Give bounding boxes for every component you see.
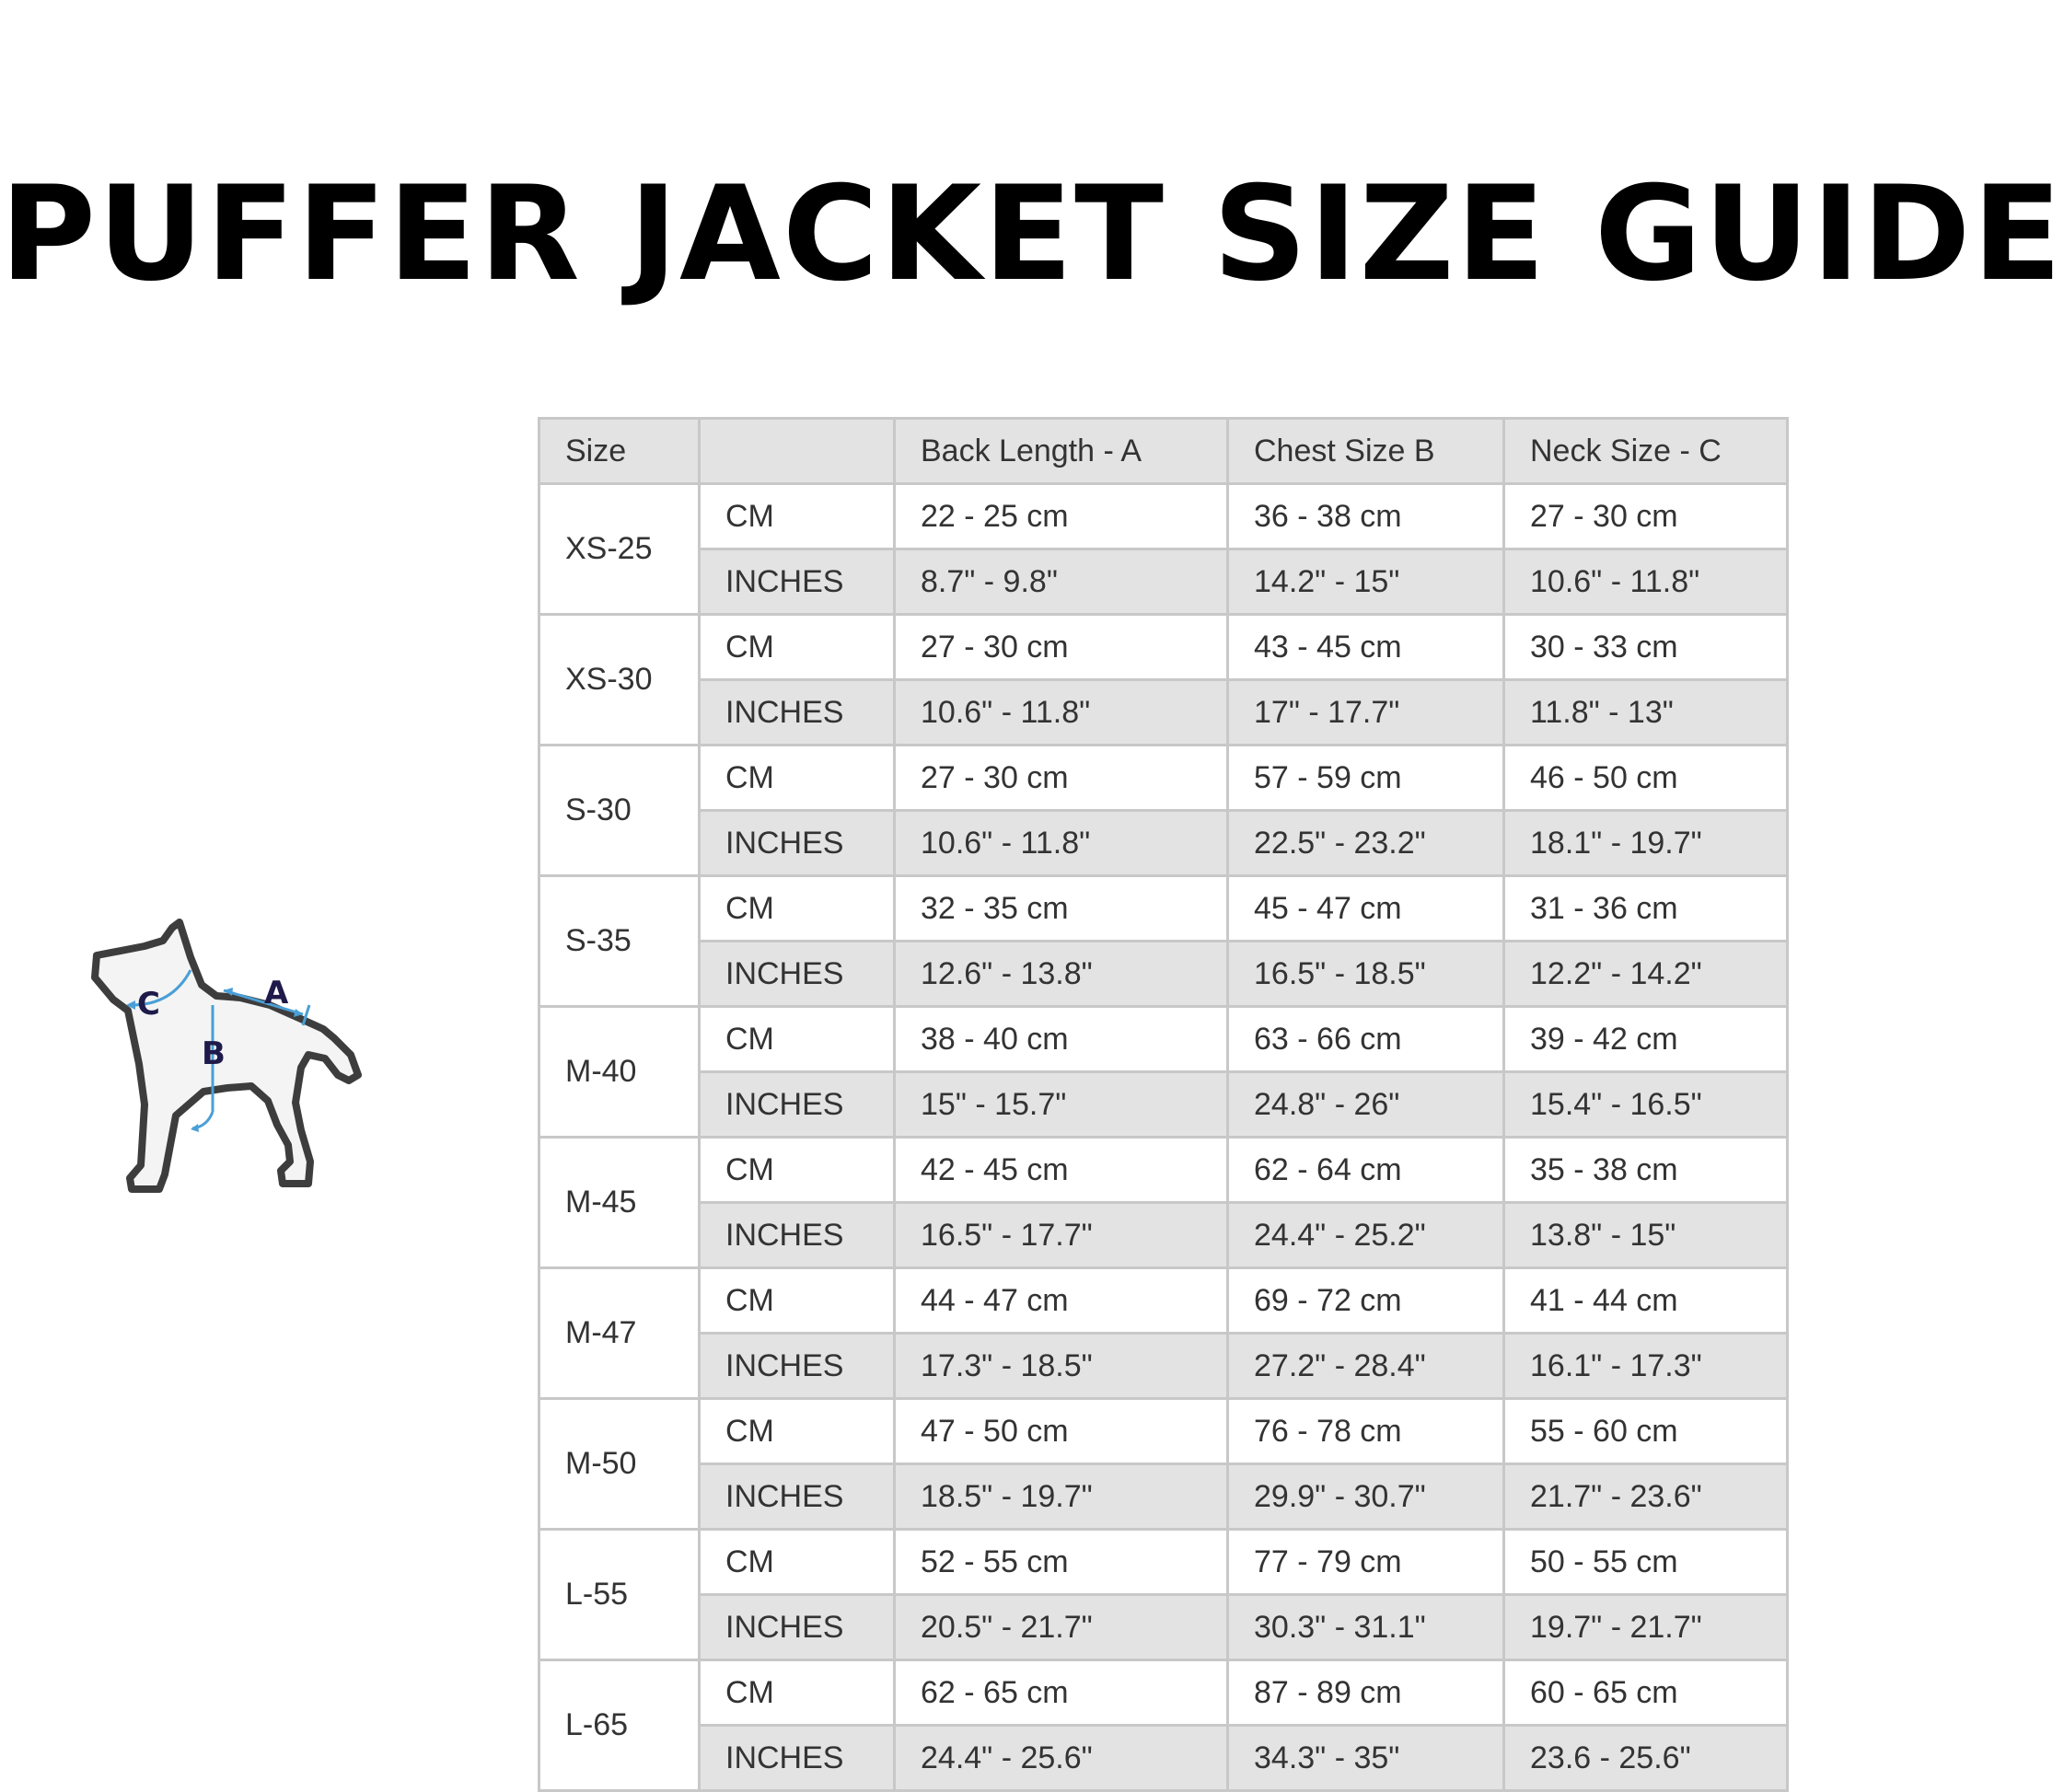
neck-size-cell: 30 - 33 cm [1504, 615, 1788, 680]
unit-label-cm: CM [700, 1399, 895, 1464]
unit-label-cm: CM [700, 1007, 895, 1072]
size-label: L-65 [539, 1660, 700, 1791]
neck-size-cell: 11.8" - 13" [1504, 680, 1788, 746]
dog-outline [95, 922, 358, 1189]
chest-size-cell: 14.2" - 15" [1228, 549, 1504, 615]
neck-size-cell: 19.7" - 21.7" [1504, 1595, 1788, 1660]
chest-size-cell: 17" - 17.7" [1228, 680, 1504, 746]
size-label: XS-25 [539, 484, 700, 615]
chest-size-cell: 36 - 38 cm [1228, 484, 1504, 549]
size-label: M-50 [539, 1399, 700, 1530]
chest-size-cell: 30.3" - 31.1" [1228, 1595, 1504, 1660]
back-length-cell: 32 - 35 cm [895, 876, 1228, 942]
unit-label-inches: INCHES [700, 1726, 895, 1791]
table-row [539, 746, 1788, 811]
neck-size-cell: 21.7" - 23.6" [1504, 1464, 1788, 1530]
table-row [539, 1334, 1788, 1399]
neck-size-cell: 60 - 65 cm [1504, 1660, 1788, 1726]
unit-label-inches: INCHES [700, 1464, 895, 1530]
table-row [539, 1203, 1788, 1268]
header-size: Size [539, 419, 700, 484]
chest-size-cell: 76 - 78 cm [1228, 1399, 1504, 1464]
back-length-cell: 47 - 50 cm [895, 1399, 1228, 1464]
size-label: M-40 [539, 1007, 700, 1138]
back-length-cell: 44 - 47 cm [895, 1268, 1228, 1334]
back-length-cell: 20.5" - 21.7" [895, 1595, 1228, 1660]
table-row [539, 1595, 1788, 1660]
back-length-cell: 27 - 30 cm [895, 615, 1228, 680]
back-length-cell: 38 - 40 cm [895, 1007, 1228, 1072]
back-length-cell: 15" - 15.7" [895, 1072, 1228, 1138]
table-row [539, 1660, 1788, 1726]
unit-label-cm: CM [700, 615, 895, 680]
chest-size-cell: 87 - 89 cm [1228, 1660, 1504, 1726]
table-row [539, 1268, 1788, 1334]
unit-label-inches: INCHES [700, 1595, 895, 1660]
back-length-cell: 18.5" - 19.7" [895, 1464, 1228, 1530]
unit-label-inches: INCHES [700, 549, 895, 615]
chest-size-cell: 62 - 64 cm [1228, 1138, 1504, 1203]
chest-size-cell: 29.9" - 30.7" [1228, 1464, 1504, 1530]
table-row [539, 942, 1788, 1007]
chest-size-cell: 24.8" - 26" [1228, 1072, 1504, 1138]
unit-label-cm: CM [700, 876, 895, 942]
unit-label-inches: INCHES [700, 680, 895, 746]
unit-label-cm: CM [700, 1530, 895, 1595]
back-length-cell: 27 - 30 cm [895, 746, 1228, 811]
table-row [539, 1530, 1788, 1595]
back-length-cell: 22 - 25 cm [895, 484, 1228, 549]
header-neck-size: Neck Size - C [1504, 419, 1788, 484]
chest-size-cell: 57 - 59 cm [1228, 746, 1504, 811]
chest-size-cell: 16.5" - 18.5" [1228, 942, 1504, 1007]
back-length-cell: 52 - 55 cm [895, 1530, 1228, 1595]
size-label: M-45 [539, 1138, 700, 1268]
neck-size-cell: 10.6" - 11.8" [1504, 549, 1788, 615]
neck-size-cell: 39 - 42 cm [1504, 1007, 1788, 1072]
table-row [539, 811, 1788, 876]
neck-size-cell: 55 - 60 cm [1504, 1399, 1788, 1464]
table-row [539, 549, 1788, 615]
table-row [539, 1464, 1788, 1530]
table-row [539, 615, 1788, 680]
unit-label-inches: INCHES [700, 1203, 895, 1268]
back-length-cell: 17.3" - 18.5" [895, 1334, 1228, 1399]
chest-size-cell: 43 - 45 cm [1228, 615, 1504, 680]
unit-label-cm: CM [700, 746, 895, 811]
chest-size-cell: 69 - 72 cm [1228, 1268, 1504, 1334]
header-chest-size: Chest Size B [1228, 419, 1504, 484]
neck-size-cell: 50 - 55 cm [1504, 1530, 1788, 1595]
header-back-length: Back Length - A [895, 419, 1228, 484]
neck-size-cell: 27 - 30 cm [1504, 484, 1788, 549]
neck-size-cell: 15.4" - 16.5" [1504, 1072, 1788, 1138]
size-label: L-55 [539, 1530, 700, 1660]
unit-label-inches: INCHES [700, 1072, 895, 1138]
unit-label-inches: INCHES [700, 1334, 895, 1399]
back-length-cell: 42 - 45 cm [895, 1138, 1228, 1203]
back-length-cell: 62 - 65 cm [895, 1660, 1228, 1726]
neck-size-cell: 16.1" - 17.3" [1504, 1334, 1788, 1399]
size-label: M-47 [539, 1268, 700, 1399]
size-label: S-30 [539, 746, 700, 876]
table-row [539, 1007, 1788, 1072]
back-length-cell: 8.7" - 9.8" [895, 549, 1228, 615]
table-row [539, 680, 1788, 746]
table-row [539, 1138, 1788, 1203]
table-body [539, 484, 1788, 1791]
neck-size-cell: 35 - 38 cm [1504, 1138, 1788, 1203]
measurement-label-c: C [137, 986, 160, 1023]
chest-size-cell: 24.4" - 25.2" [1228, 1203, 1504, 1268]
unit-label-inches: INCHES [700, 942, 895, 1007]
unit-label-cm: CM [700, 1268, 895, 1334]
back-length-cell: 16.5" - 17.7" [895, 1203, 1228, 1268]
unit-label-cm: CM [700, 1660, 895, 1726]
table-row [539, 1072, 1788, 1138]
chest-size-cell: 63 - 66 cm [1228, 1007, 1504, 1072]
neck-size-cell: 46 - 50 cm [1504, 746, 1788, 811]
unit-label-cm: CM [700, 484, 895, 549]
page-title: PUFFER JACKET SIZE GUIDE [0, 158, 2064, 310]
header-unit [700, 419, 895, 484]
dog-measurement-diagram [87, 902, 437, 1252]
table-row [539, 876, 1788, 942]
neck-size-cell: 18.1" - 19.7" [1504, 811, 1788, 876]
chest-size-cell: 22.5" - 23.2" [1228, 811, 1504, 876]
neck-size-cell: 12.2" - 14.2" [1504, 942, 1788, 1007]
table-row [539, 1726, 1788, 1791]
table-row [539, 1399, 1788, 1464]
size-guide-table [538, 417, 1789, 1792]
back-length-cell: 10.6" - 11.8" [895, 811, 1228, 876]
measurement-label-b: B [202, 1035, 226, 1072]
chest-size-cell: 34.3" - 35" [1228, 1726, 1504, 1791]
neck-size-cell: 13.8" - 15" [1504, 1203, 1788, 1268]
neck-size-cell: 41 - 44 cm [1504, 1268, 1788, 1334]
table-row [539, 484, 1788, 549]
measurement-label-a: A [264, 975, 289, 1012]
unit-label-cm: CM [700, 1138, 895, 1203]
chest-size-cell: 77 - 79 cm [1228, 1530, 1504, 1595]
back-length-cell: 10.6" - 11.8" [895, 680, 1228, 746]
neck-size-cell: 31 - 36 cm [1504, 876, 1788, 942]
table-header-row [539, 419, 1788, 484]
chest-size-cell: 27.2" - 28.4" [1228, 1334, 1504, 1399]
neck-size-cell: 23.6 - 25.6" [1504, 1726, 1788, 1791]
size-label: XS-30 [539, 615, 700, 746]
back-length-cell: 24.4" - 25.6" [895, 1726, 1228, 1791]
size-label: S-35 [539, 876, 700, 1007]
chest-size-cell: 45 - 47 cm [1228, 876, 1504, 942]
unit-label-inches: INCHES [700, 811, 895, 876]
back-length-cell: 12.6" - 13.8" [895, 942, 1228, 1007]
